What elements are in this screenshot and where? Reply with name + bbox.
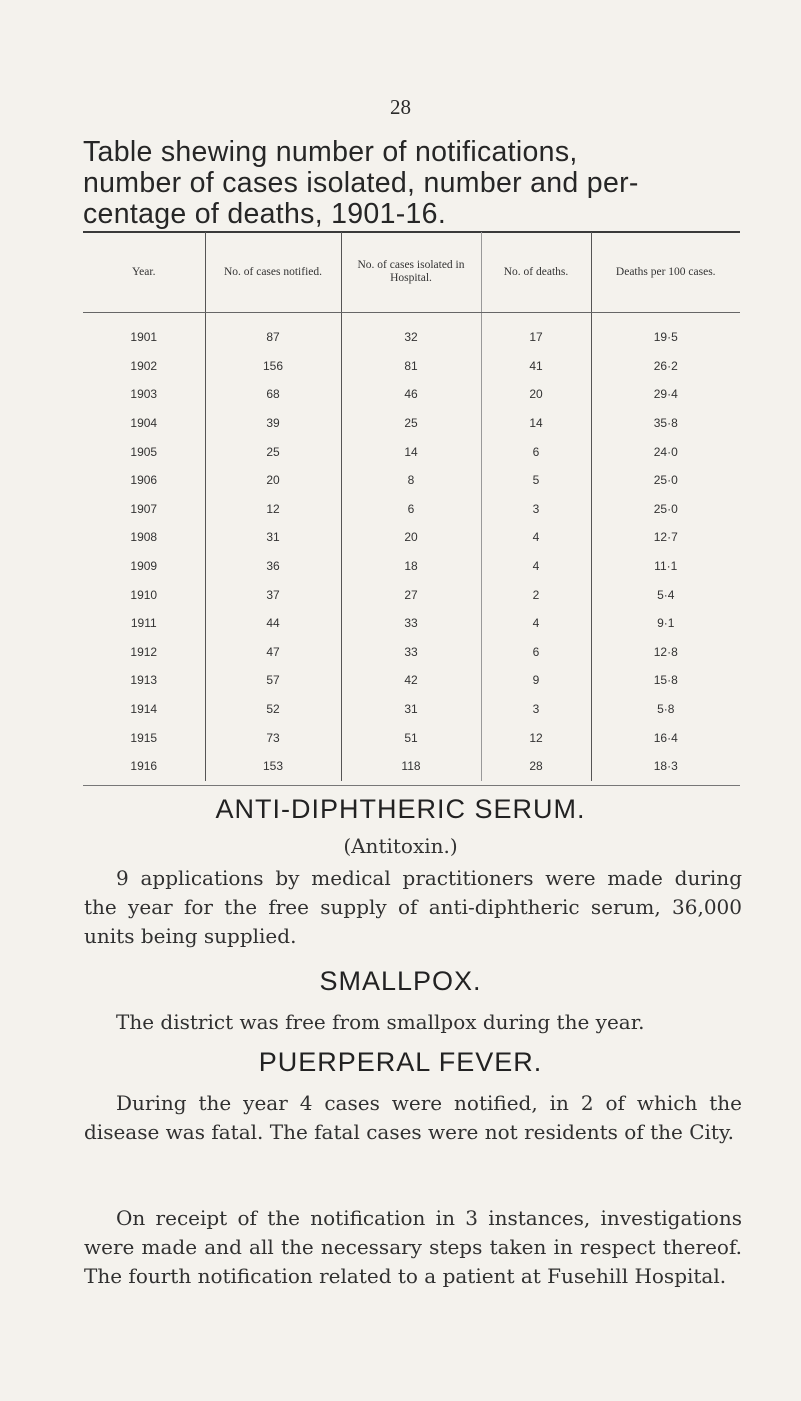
table-bottom-rule <box>83 785 740 786</box>
header-cases-notified: No. of cases notified. <box>205 232 341 313</box>
cell-deaths: 20 <box>481 380 591 409</box>
table-row <box>83 666 740 695</box>
table-row <box>83 609 740 638</box>
cell-deaths: 4 <box>481 552 591 581</box>
cell-cases-notified: 57 <box>205 666 341 695</box>
cell-cases-notified: 68 <box>205 380 341 409</box>
table-row <box>83 580 740 609</box>
cell-year: 1909 <box>83 552 205 581</box>
cell-deaths: 3 <box>481 695 591 724</box>
cell-deaths: 12 <box>481 723 591 752</box>
cell-year: 1914 <box>83 695 205 724</box>
cell-cases-notified: 25 <box>205 437 341 466</box>
puerperal-paragraph-1: During the year 4 cases were notified, in 2 of which the disease was fatal. The fatal cases were not residents of the City. <box>84 1091 742 1144</box>
cell-cases-notified: 20 <box>205 466 341 495</box>
antidiphtheric-subheading: (Antitoxin.) <box>343 834 458 858</box>
cell-cases-isolated: 33 <box>341 638 481 667</box>
puerperal-paragraph-2: On receipt of the notification in 3 instances, investigations were made and all the necessary steps taken in respect thereof. The fourth notification related to a patient at Fusehill Hospital. <box>84 1206 742 1288</box>
cell-year: 1912 <box>83 638 205 667</box>
cell-year: 1903 <box>83 380 205 409</box>
cell-cases-isolated: 42 <box>341 666 481 695</box>
cell-deaths-per-100: 5·8 <box>657 702 675 717</box>
cell-cases-notified: 37 <box>205 580 341 609</box>
table-row <box>83 638 740 667</box>
table-row <box>83 380 740 409</box>
cell-year: 1916 <box>83 752 205 781</box>
cell-deaths-per-100: 18·3 <box>653 759 678 774</box>
table-row <box>83 723 740 752</box>
cell-cases-isolated: 51 <box>341 723 481 752</box>
smallpox-paragraph: The district was free from smallpox during the year. <box>116 1010 645 1034</box>
cell-cases-isolated: 14 <box>341 437 481 466</box>
puerperal-heading: PUERPERAL FEVER. <box>258 1047 543 1077</box>
cell-deaths: 28 <box>481 752 591 781</box>
cell-deaths: 4 <box>481 523 591 552</box>
cell-cases-isolated: 8 <box>341 466 481 495</box>
cell-cases-notified: 73 <box>205 723 341 752</box>
title-line-3: centage of deaths, 1901-16. <box>83 198 447 230</box>
cell-deaths-per-100: 15·8 <box>653 673 678 688</box>
cell-cases-isolated: 6 <box>341 495 481 524</box>
cell-cases-isolated: 27 <box>341 580 481 609</box>
cell-year: 1908 <box>83 523 205 552</box>
cell-year: 1911 <box>83 609 205 638</box>
cell-deaths: 4 <box>481 609 591 638</box>
cell-year: 1910 <box>83 580 205 609</box>
cell-cases-isolated: 33 <box>341 609 481 638</box>
cell-deaths-per-100: 25·0 <box>653 501 678 516</box>
cell-deaths: 2 <box>481 580 591 609</box>
header-year: Year. <box>83 232 205 313</box>
cell-cases-notified: 47 <box>205 638 341 667</box>
table-row <box>83 409 740 438</box>
cell-cases-isolated: 46 <box>341 380 481 409</box>
header-deaths-per-100: Deaths per 100 cases. <box>591 232 740 313</box>
cell-deaths-per-100: 5·4 <box>657 587 675 602</box>
cell-cases-isolated: 118 <box>341 752 481 781</box>
cell-deaths: 5 <box>481 466 591 495</box>
table-row <box>83 352 740 381</box>
header-deaths: No. of deaths. <box>481 232 591 313</box>
table-row <box>83 437 740 466</box>
cell-deaths: 14 <box>481 409 591 438</box>
cell-deaths-per-100: 16·4 <box>653 730 678 745</box>
cell-cases-isolated: 20 <box>341 523 481 552</box>
mortality-table <box>83 232 740 781</box>
table-row <box>83 466 740 495</box>
cell-deaths-per-100: 24·0 <box>653 444 678 459</box>
cell-deaths-per-100: 26·2 <box>653 358 678 373</box>
antidiphtheric-heading: ANTI-DIPHTHERIC SERUM. <box>215 794 586 824</box>
cell-deaths-per-100: 12·7 <box>653 530 678 545</box>
title-line-1: Table shewing number of notifications, <box>83 136 578 168</box>
header-cases-isolated: No. of cases isolated in Hospital. <box>341 232 481 313</box>
cell-cases-notified: 153 <box>205 752 341 781</box>
table-row <box>83 552 740 581</box>
table-body <box>83 313 740 781</box>
table-header-row <box>83 232 740 313</box>
table-row <box>83 495 740 524</box>
cell-year: 1904 <box>83 409 205 438</box>
cell-year: 1907 <box>83 495 205 524</box>
cell-cases-notified: 39 <box>205 409 341 438</box>
table-row <box>83 523 740 552</box>
cell-cases-isolated: 25 <box>341 409 481 438</box>
cell-deaths-per-100: 29·4 <box>653 387 678 402</box>
cell-deaths-per-100: 35·8 <box>653 416 678 431</box>
cell-cases-notified: 36 <box>205 552 341 581</box>
page-number: 28 <box>390 95 411 119</box>
cell-deaths: 6 <box>481 437 591 466</box>
cell-cases-notified: 52 <box>205 695 341 724</box>
cell-cases-isolated: 81 <box>341 352 481 381</box>
cell-year: 1901 <box>83 313 205 352</box>
cell-cases-isolated: 32 <box>341 313 481 352</box>
cell-year: 1902 <box>83 352 205 381</box>
table-title <box>83 137 763 230</box>
cell-deaths: 3 <box>481 495 591 524</box>
cell-cases-isolated: 31 <box>341 695 481 724</box>
cell-year: 1905 <box>83 437 205 466</box>
cell-deaths: 41 <box>481 352 591 381</box>
cell-deaths: 6 <box>481 638 591 667</box>
cell-year: 1915 <box>83 723 205 752</box>
cell-deaths-per-100: 25·0 <box>653 473 678 488</box>
cell-deaths: 17 <box>481 313 591 352</box>
cell-deaths-per-100: 19·5 <box>653 330 678 345</box>
table-row <box>83 752 740 781</box>
cell-cases-isolated: 18 <box>341 552 481 581</box>
table-row <box>83 695 740 724</box>
cell-cases-notified: 156 <box>205 352 341 381</box>
cell-deaths-per-100: 11·1 <box>654 559 678 574</box>
smallpox-heading: SMALLPOX. <box>319 966 482 996</box>
cell-deaths-per-100: 12·8 <box>653 644 678 659</box>
cell-year: 1913 <box>83 666 205 695</box>
cell-cases-notified: 87 <box>205 313 341 352</box>
cell-cases-notified: 12 <box>205 495 341 524</box>
table-row <box>83 313 740 352</box>
antidiphtheric-paragraph: 9 applications by medical practitioners were made during the year for the free supply of anti-diphtheric serum, 36,000 units being supplied. <box>84 866 742 948</box>
cell-year: 1906 <box>83 466 205 495</box>
cell-cases-notified: 31 <box>205 523 341 552</box>
title-line-2: number of cases isolated, number and per- <box>83 167 639 199</box>
cell-cases-notified: 44 <box>205 609 341 638</box>
cell-deaths: 9 <box>481 666 591 695</box>
cell-deaths-per-100: 9·1 <box>657 616 675 631</box>
